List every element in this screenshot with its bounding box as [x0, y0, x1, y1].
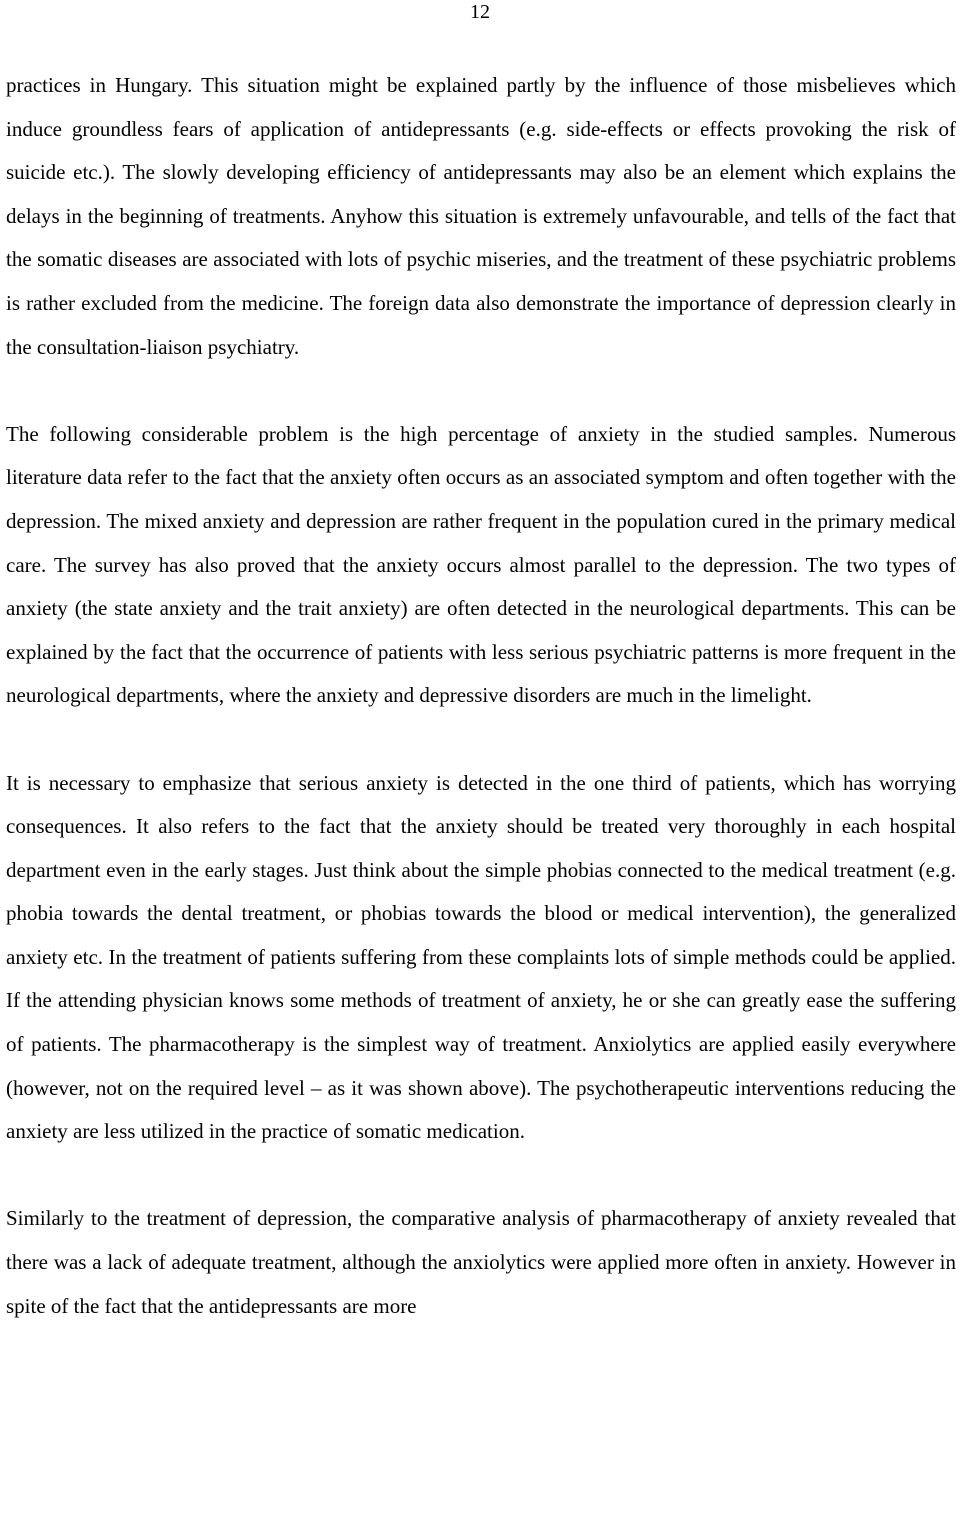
page-number: 12 [470, 1, 490, 23]
document-body [6, 64, 956, 1328]
paragraph: The following considerable problem is the high percentage of anxiety in the studied samples. Numerous literature data refer to the fact that the anxiety often occurs as an associated symptom and often together with the depression. The mixed anxiety and depression are rather frequent in the population cured in the primary medical care. The survey has also proved that the anxiety occurs almost parallel to the depression. The two types of anxiety (the state anxiety and the trait anxiety) are often detected in the neurological departments. This can be explained by the fact that the occurrence of patients with less serious psychiatric patterns is more frequent in the neurological departments, where the anxiety and depressive disorders are much in the limelight. [6, 421, 956, 708]
paragraph: practices in Hungary. This situation might be explained partly by the influence of those misbelieves which induce groundless fears of application of antidepressants (e.g. side-effects or effects provoking the risk of suicide etc.). The slowly developing efficiency of antidepressants may also be an element which explains the delays in the beginning of treatments. Anyhow this situation is extremely unfavourable, and tells of the fact that the somatic diseases are associated with lots of psychic miseries, and the treatment of these psychiatric problems is rather excluded from the medicine. The foreign data also demonstrate the importance of depression clearly in the consultation-liaison psychiatry. [6, 73, 956, 359]
paragraph: It is necessary to emphasize that serious anxiety is detected in the one third of patients, which has worrying consequences. It also refers to the fact that the anxiety should be treated very thoroughly in each hospital department even in the early stages. Just think about the simple phobias connected to the medical treatment (e.g. phobia towards the dental treatment, or phobias towards the blood or medical intervention), the generalized anxiety etc. In the treatment of patients suffering from these complaints lots of simple methods could be applied. If the attending physician knows some methods of treatment of anxiety, he or she can greatly ease the suffering of patients. The pharmacotherapy is the simplest way of treatment. Anxiolytics are applied easily everywhere (however, not on the required level – as it was shown above). The psychotherapeutic interventions reducing the anxiety are less utilized in the practice of somatic medication. [6, 770, 956, 1144]
paragraph: Similarly to the treatment of depression, the comparative analysis of pharmacotherapy of anxiety revealed that there was a lack of adequate treatment, although the anxiolytics were applied more often in anxiety. However in spite of the fact that the antidepressants are more [6, 1206, 956, 1318]
